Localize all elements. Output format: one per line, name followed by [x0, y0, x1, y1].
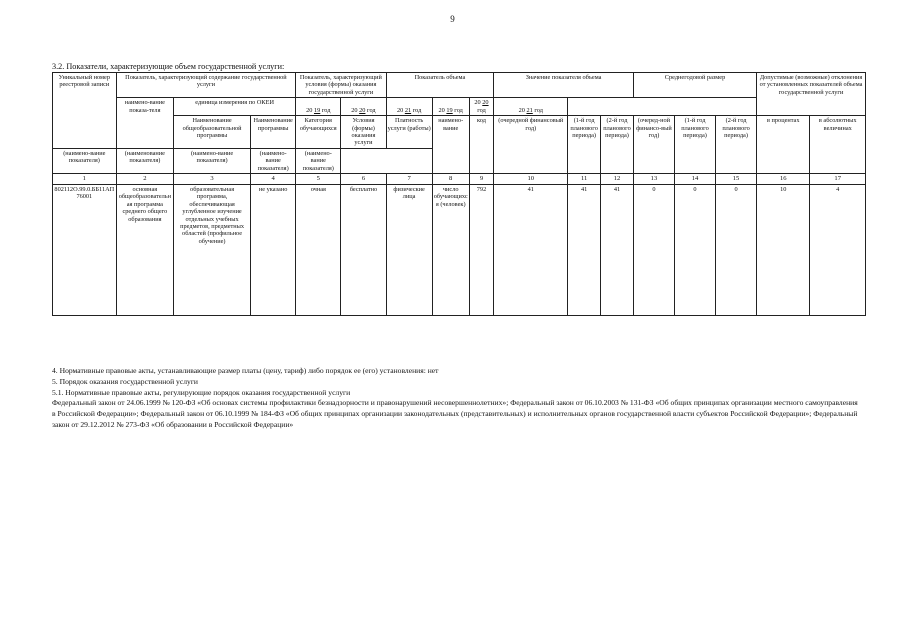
page-number: 9	[450, 14, 455, 24]
column-number: 9	[469, 174, 494, 185]
cell-program: основная общеобразовательная программа среднего общего образования	[116, 184, 173, 315]
column-number: 5	[296, 174, 341, 185]
cell-value-year-1: 41	[494, 184, 568, 315]
column-number: 10	[494, 174, 568, 185]
header-indicator-note-1: (наимено-вание показателя)	[53, 148, 117, 173]
header-deviation-group: Допустимые (возможные) отклонения от установленных показателей объема государственной услуги	[757, 73, 866, 116]
cell-avg-year-3: 0	[716, 184, 757, 315]
note-4: 4. Нормативные правовые акты, устанавливающие размер платы (цену, тариф) либо порядок ее (его) установления: нет	[52, 366, 439, 375]
header-avg-year-3: 20 21 год	[494, 98, 568, 116]
note-5: 5. Порядок оказания государственной услуги	[52, 376, 198, 386]
cell-deviation-absolute: 4	[810, 184, 866, 315]
cell-avg-year-2: 0	[674, 184, 715, 315]
header-unit-code: код	[469, 116, 494, 174]
header-reg-number: Уникальный номер реестровой записи	[53, 73, 117, 149]
cell-value-year-3: 41	[601, 184, 634, 315]
header-program-name: Наименование программы	[251, 116, 296, 149]
column-number-row	[53, 174, 866, 185]
cell-paid: бесплатно	[341, 184, 386, 315]
column-number: 13	[633, 174, 674, 185]
column-number: 3	[174, 174, 251, 185]
header-unit-name: наимено-вание	[432, 116, 469, 174]
header-year-1: 20 19 год	[296, 98, 341, 116]
header-indicator-note-3: (наимено-вание показателя)	[174, 148, 251, 173]
header-year-2-desc: (1-й год планового периода)	[568, 116, 601, 174]
laws-text: Федеральный закон от 24.06.1999 № 120-ФЗ «Об основах системы профилактики безнадзорности и правонарушений несовершеннолетних»; Федеральный закон от 06.10.2003 № 131-ФЗ «Об общих принципах организации местного самоуправления в Российской Федерации»; Федеральный закон от 06.10.1999 № 184-ФЗ «Об общих принципах организации законодательных (представительных) и исполнительных органов государственной власти субъектов Российской Федерации»; Федеральный закон от 29.12.2012 № 273-ФЗ «Об образовании в Российской Федерации»	[52, 398, 858, 429]
column-number: 8	[432, 174, 469, 185]
cell-unit-name: число обучающихся (человек)	[432, 184, 469, 315]
column-number: 7	[386, 174, 432, 185]
header-year-3: 20 21 год	[386, 98, 432, 116]
header-row-2	[53, 98, 866, 116]
header-deviation-absolute: в абсолютных величинах	[810, 116, 866, 174]
column-number: 4	[251, 174, 296, 185]
column-number: 6	[341, 174, 386, 185]
header-category: Категория обучающихся	[296, 116, 341, 149]
header-deviation-percent: в процентах	[757, 116, 810, 174]
column-number: 2	[116, 174, 173, 185]
cell-value-year-2: 41	[568, 184, 601, 315]
note-5-1: 5.1. Нормативные правовые акты, регулирующие порядок оказания государственной услуги	[52, 387, 351, 397]
header-avg-2-desc: (1-й год планового периода)	[674, 116, 715, 174]
header-year-3-desc: (2-й год планового периода)	[601, 116, 634, 174]
header-avg-1-desc: (очеред-ной финансо-вый год)	[633, 116, 674, 174]
cell-program-name: образовательная программа, обеспечивающая углубленное изучение отдельных учебных предметов, предметных областей (профильное обучение)	[174, 184, 251, 315]
cell-unit-code: 792	[469, 184, 494, 315]
column-number: 17	[810, 174, 866, 185]
header-row-1	[53, 73, 866, 98]
header-indicator-note-4: (наимено-вание показателя)	[251, 148, 296, 173]
column-number: 14	[674, 174, 715, 185]
header-indicator-name: наимено-вание показа-теля	[116, 98, 173, 149]
header-avg-year-1: 20 19 год	[432, 98, 469, 116]
header-conditions-group: Показатель, характеризующий условия (формы) оказания государственной услуги	[296, 73, 386, 98]
header-year-2: 20 20 год	[341, 98, 386, 116]
cell-avg-year-1: 0	[633, 184, 674, 315]
table-row	[53, 184, 866, 315]
column-number: 15	[716, 174, 757, 185]
column-number: 1	[53, 174, 117, 185]
cell-reg-number: 802112О.99.0.ББ11АП76001	[53, 184, 117, 315]
column-number: 11	[568, 174, 601, 185]
header-avg-3-desc: (2-й год планового периода)	[716, 116, 757, 174]
header-unit: единица измерения по ОКЕИ	[174, 98, 296, 116]
header-content-group: Показатель, характеризующий содержание государственной услуги	[116, 73, 296, 98]
column-number: 16	[757, 174, 810, 185]
header-row-3	[53, 116, 866, 149]
cell-indicator: физические лица	[386, 184, 432, 315]
header-forms: Условия (формы) оказания услуги	[341, 116, 386, 149]
header-year-1-desc: (очередной финансовый год)	[494, 116, 568, 174]
header-indicator-note-5: (наимено-вание показателя)	[296, 148, 341, 173]
header-avg-year-2: 20 20 год	[469, 98, 494, 116]
column-number: 12	[601, 174, 634, 185]
cell-category: не указано	[251, 184, 296, 315]
header-average-group: Среднегодовой размер	[633, 73, 756, 98]
header-volume-group: Показатель объема	[386, 73, 494, 98]
header-program: Наименование общеобразовательной программы	[174, 116, 251, 149]
cell-form: очная	[296, 184, 341, 315]
volume-indicators-table	[52, 72, 866, 316]
section-title: 3.2. Показатели, характеризующие объем государственной услуги:	[52, 62, 285, 71]
notes-section	[52, 366, 862, 431]
header-value-group: Значение показателя объема	[494, 73, 634, 98]
header-paid: Платность услуги (работы)	[386, 116, 432, 149]
cell-deviation-percent: 10	[757, 184, 810, 315]
header-indicator-note-2: (наименование показателя)	[116, 148, 173, 173]
